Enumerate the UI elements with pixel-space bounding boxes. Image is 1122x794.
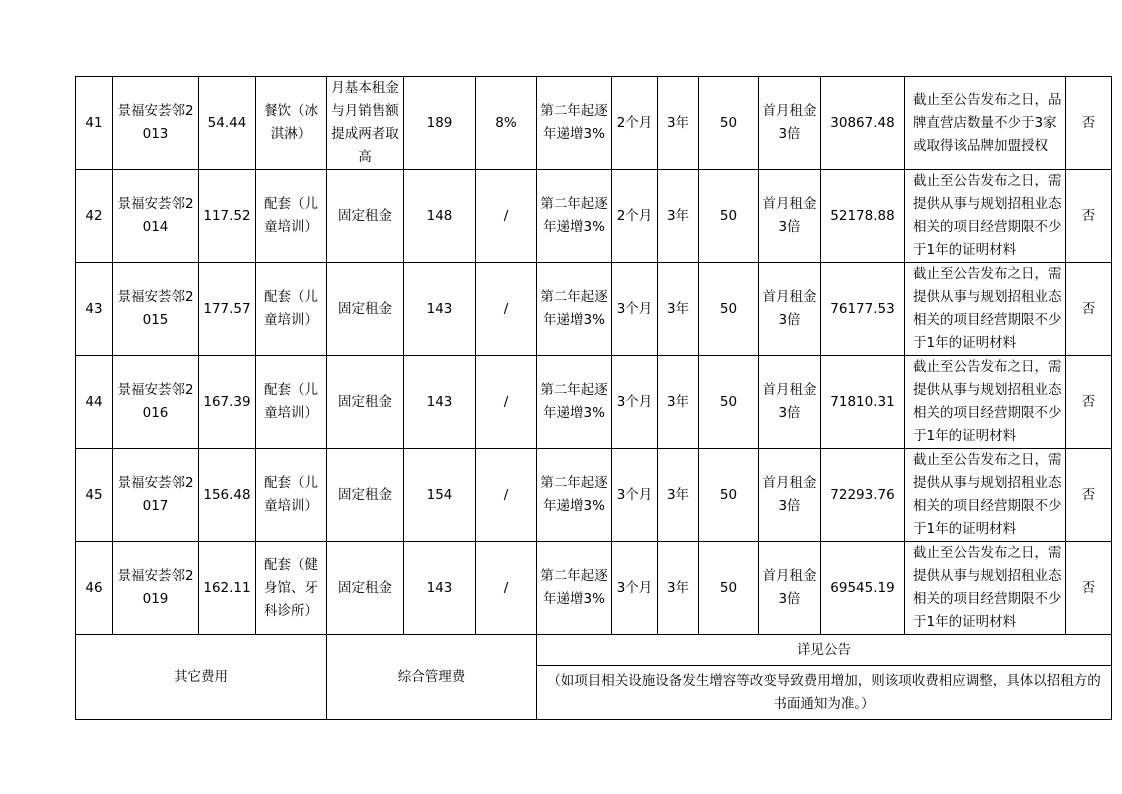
rent-price-cell: 148: [404, 170, 476, 263]
rent-increase-cell: 第二年起逐年递增3%: [537, 542, 612, 635]
flag-cell: 否: [1066, 77, 1112, 170]
row-number-cell: 41: [76, 77, 113, 170]
rent-free-period-cell: 3个月: [612, 542, 658, 635]
row-number-cell: 44: [76, 356, 113, 449]
years-cell: 50: [699, 263, 759, 356]
table-row: [76, 356, 1112, 449]
deposit-cell: 首月租金3倍: [759, 77, 821, 170]
other-fees-label: 其它费用: [76, 635, 327, 720]
flag-cell: 否: [1066, 356, 1112, 449]
years-cell: 50: [699, 170, 759, 263]
years-cell: 50: [699, 356, 759, 449]
lease-term-cell: 3年: [658, 542, 699, 635]
flag-cell: 否: [1066, 170, 1112, 263]
lease-term-cell: 3年: [658, 263, 699, 356]
requirement-cell: 截止至公告发布之日，需提供从事与规划招租业态相关的项目经营期限不少于1年的证明材料: [905, 542, 1066, 635]
years-cell: 50: [699, 77, 759, 170]
project-name-cell: 景福安荟邻2017: [113, 449, 199, 542]
lease-term-cell: 3年: [658, 449, 699, 542]
project-name-cell: 景福安荟邻2013: [113, 77, 199, 170]
business-type-cell: 配套（儿童培训）: [256, 263, 327, 356]
table-row: [76, 170, 1112, 263]
table-row: [76, 263, 1112, 356]
business-type-cell: 配套（儿童培训）: [256, 449, 327, 542]
deposit-cell: 首月租金3倍: [759, 170, 821, 263]
footer-row: [76, 635, 1112, 666]
rental-table: [75, 76, 1112, 720]
deposit-cell: 首月租金3倍: [759, 263, 821, 356]
area-cell: 156.48: [199, 449, 256, 542]
rent-increase-cell: 第二年起逐年递增3%: [537, 449, 612, 542]
rent-free-period-cell: 3个月: [612, 263, 658, 356]
rent-type-cell: 固定租金: [327, 263, 404, 356]
area-cell: 167.39: [199, 356, 256, 449]
rent-type-cell: 固定租金: [327, 449, 404, 542]
amount-cell: 69545.19: [821, 542, 905, 635]
rent-price-cell: 189: [404, 77, 476, 170]
project-name-cell: 景福安荟邻2019: [113, 542, 199, 635]
see-notice-text: 详见公告: [537, 635, 1112, 666]
rent-increase-cell: 第二年起逐年递增3%: [537, 356, 612, 449]
lease-term-cell: 3年: [658, 77, 699, 170]
requirement-cell: 截止至公告发布之日，需提供从事与规划招租业态相关的项目经营期限不少于1年的证明材料: [905, 356, 1066, 449]
area-cell: 162.11: [199, 542, 256, 635]
requirement-cell: 截止至公告发布之日，需提供从事与规划招租业态相关的项目经营期限不少于1年的证明材料: [905, 449, 1066, 542]
rent-free-period-cell: 3个月: [612, 449, 658, 542]
business-type-cell: 餐饮（冰淇淋）: [256, 77, 327, 170]
table-row: [76, 77, 1112, 170]
flag-cell: 否: [1066, 449, 1112, 542]
rent-increase-cell: 第二年起逐年递增3%: [537, 77, 612, 170]
commission-rate-cell: /: [476, 356, 537, 449]
area-cell: 177.57: [199, 263, 256, 356]
rent-increase-cell: 第二年起逐年递增3%: [537, 263, 612, 356]
deposit-cell: 首月租金3倍: [759, 449, 821, 542]
rent-price-cell: 143: [404, 542, 476, 635]
rent-free-period-cell: 3个月: [612, 356, 658, 449]
lease-term-cell: 3年: [658, 170, 699, 263]
commission-rate-cell: /: [476, 449, 537, 542]
project-name-cell: 景福安荟邻2015: [113, 263, 199, 356]
row-number-cell: 45: [76, 449, 113, 542]
area-cell: 54.44: [199, 77, 256, 170]
business-type-cell: 配套（儿童培训）: [256, 356, 327, 449]
business-type-cell: 配套（儿童培训）: [256, 170, 327, 263]
rent-type-cell: 固定租金: [327, 542, 404, 635]
rent-type-cell: 固定租金: [327, 170, 404, 263]
amount-cell: 52178.88: [821, 170, 905, 263]
requirement-cell: 截止至公告发布之日，需提供从事与规划招租业态相关的项目经营期限不少于1年的证明材料: [905, 170, 1066, 263]
area-cell: 117.52: [199, 170, 256, 263]
requirement-cell: 截止至公告发布之日，需提供从事与规划招租业态相关的项目经营期限不少于1年的证明材料: [905, 263, 1066, 356]
amount-cell: 72293.76: [821, 449, 905, 542]
commission-rate-cell: /: [476, 263, 537, 356]
deposit-cell: 首月租金3倍: [759, 356, 821, 449]
row-number-cell: 43: [76, 263, 113, 356]
lease-term-cell: 3年: [658, 356, 699, 449]
mgmt-fee-label: 综合管理费: [327, 635, 537, 720]
rent-price-cell: 143: [404, 356, 476, 449]
rent-price-cell: 143: [404, 263, 476, 356]
years-cell: 50: [699, 542, 759, 635]
commission-rate-cell: /: [476, 170, 537, 263]
amount-cell: 30867.48: [821, 77, 905, 170]
commission-rate-cell: /: [476, 542, 537, 635]
table-row: [76, 542, 1112, 635]
row-number-cell: 46: [76, 542, 113, 635]
amount-cell: 71810.31: [821, 356, 905, 449]
rent-free-period-cell: 2个月: [612, 170, 658, 263]
rent-increase-cell: 第二年起逐年递增3%: [537, 170, 612, 263]
flag-cell: 否: [1066, 263, 1112, 356]
table-row: [76, 449, 1112, 542]
row-number-cell: 42: [76, 170, 113, 263]
project-name-cell: 景福安荟邻2016: [113, 356, 199, 449]
flag-cell: 否: [1066, 542, 1112, 635]
requirement-cell: 截止至公告发布之日，品牌直营店数量不少于3家或取得该品牌加盟授权: [905, 77, 1066, 170]
amount-cell: 76177.53: [821, 263, 905, 356]
rent-type-cell: 月基本租金与月销售额提成两者取高: [327, 77, 404, 170]
rent-free-period-cell: 2个月: [612, 77, 658, 170]
commission-rate-cell: 8%: [476, 77, 537, 170]
rent-price-cell: 154: [404, 449, 476, 542]
project-name-cell: 景福安荟邻2014: [113, 170, 199, 263]
rent-type-cell: 固定租金: [327, 356, 404, 449]
footer-note-text: （如项目相关设施设备发生增容等改变导致费用增加，则该项收费相应调整，具体以招租方的书面通知为准。）: [537, 666, 1112, 720]
years-cell: 50: [699, 449, 759, 542]
business-type-cell: 配套（健身馆、牙科诊所）: [256, 542, 327, 635]
deposit-cell: 首月租金3倍: [759, 542, 821, 635]
